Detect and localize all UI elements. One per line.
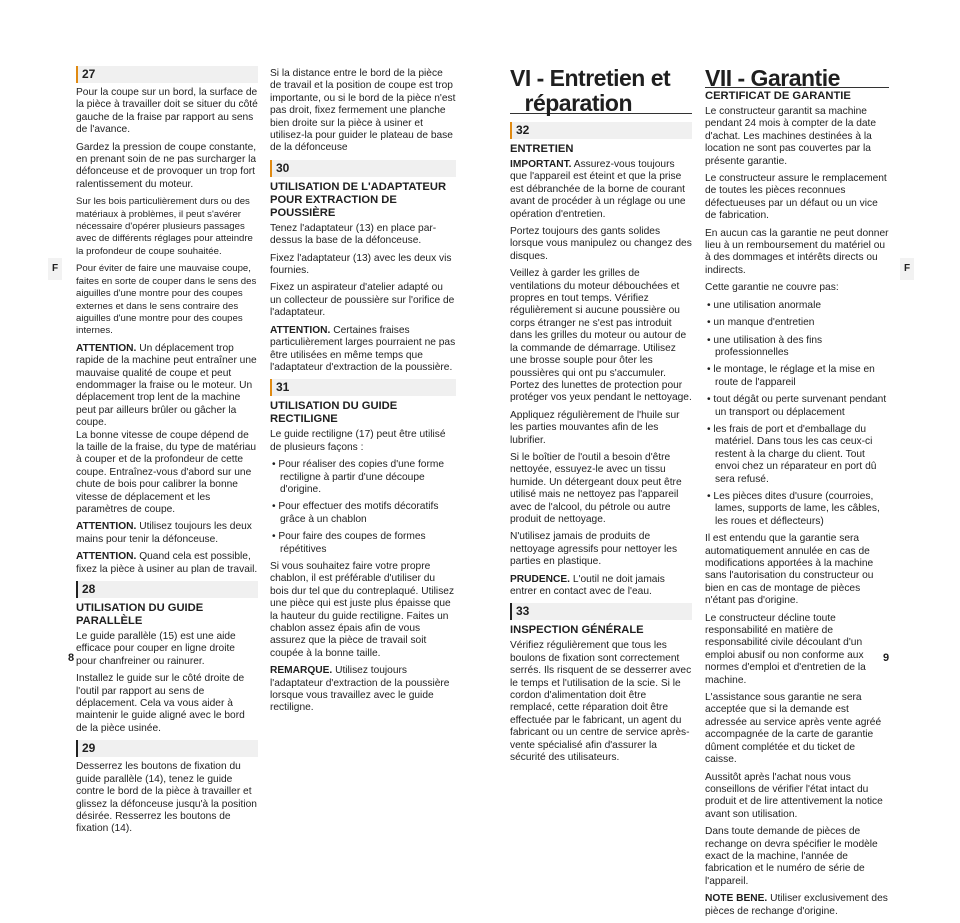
note-label: REMARQUE. — [270, 665, 333, 677]
chapter-title-line-2: réparation — [524, 90, 632, 116]
note-text: Utiliser exclusivement des pièces de rechange d'origine. — [705, 893, 888, 917]
note-text: Utilisez toujours l'adaptateur d'extraction de la poussière lorsque vous travaillez avec le guide rectiligne. — [270, 665, 450, 714]
important-paragraph — [510, 159, 692, 221]
paragraph: Fixez un aspirateur d'atelier adapté ou un collecteur de poussière sur l'orifice de l'adaptateur. — [270, 282, 455, 319]
section-number-28: 28 — [76, 581, 258, 598]
paragraph: Sur les bois particulièrement durs ou des matériaux à problèmes, il peut s'avérer nécessaire d'opérer plusieurs passages avec de différents réglages pour atteindre la profondeur de coupe souhaitée. — [76, 196, 253, 257]
section-number-30: 30 — [270, 160, 456, 177]
warning-text: Quand cela est possible, fixez la pièce à usiner au plan de travail. — [76, 551, 258, 575]
column-2 — [270, 68, 456, 720]
paragraph: L'assistance sous garantie ne sera acceptée que si la demande est adressée au service après vente agréé accompagnée de la carte de garantie dûment complétée et du ticket de caisse. — [705, 692, 882, 766]
language-marker-left: F — [48, 258, 62, 280]
chapter-title-line-1: VI - Entretien et — [510, 65, 671, 91]
section-heading: ENTRETIEN — [510, 143, 574, 155]
bullet-item: • une utilisation à des fins professionnelles — [705, 335, 889, 360]
bullet-item: • un manque d'entretien — [705, 317, 889, 329]
paragraph: Installez le guide sur le côté droite de l'outil par rapport au sens de déplacement. Cela va vous aider à maintenir le guide aligné avec le bord de la pièce usinée. — [76, 673, 245, 734]
paragraph: Le constructeur assure le remplacement de toutes les pièces reconnues défectueuses par un défaut ou un vice de fabrication. — [705, 173, 887, 222]
paragraph: Le constructeur garantit sa machine pendant 24 mois à compter de la date d'achat. Les machines destinées à la location ne sont pas couvertes par la présente garantie. — [705, 106, 877, 167]
warning-label: ATTENTION. — [270, 324, 331, 336]
important-label: IMPORTANT. — [510, 159, 572, 170]
section-number-27: 27 — [76, 66, 258, 83]
warning-paragraph — [76, 343, 258, 430]
paragraph: En aucun cas la garantie ne peut donner lieu à un remboursement du matériel ou à des dommages et intérêts directs ou indirects. — [705, 227, 889, 276]
paragraph: Si vous souhaitez faire votre propre chablon, il est préférable d'utiliser du bois dur tel que du contreplaqué. Utilisez une pièce qui est juste plus épaisse que la hauteur du guide rectiligne. Faites un chablon assez épais afin de vous assurez que la pièce de travail soit coupée à la bonne taille. — [270, 560, 455, 659]
warning-paragraph — [270, 325, 456, 375]
paragraph: Gardez la pression de coupe constante, en prenant soin de ne pas surcharger la défonceuse et de provoquer un trop fort ralentissement du moteur. — [76, 141, 257, 190]
paragraph: Si la distance entre le bord de la pièce de travail et la position de coupe est trop importante, ou si le bord de la pièce n'est pas droit, fixez fermement une planche bien droite sur la pièce à usiner et utilisez-la pour guider le plateau de base de la défonceuse — [270, 68, 456, 154]
paragraph: La bonne vitesse de coupe dépend de la taille de la fraise, du type de matériau à couper et de la profondeur de cette coupe. Entraînez-vous d'abord sur une chute de bois pour calibrer la bonne vitesse de déplacement et les paramètres de coupe. — [76, 429, 257, 515]
paragraph: Le guide parallèle (15) est une aide efficace pour couper en ligne droite pour chanfreiner ou rainurer. — [76, 631, 236, 667]
warning-label: ATTENTION. — [76, 551, 137, 563]
language-marker-right: F — [900, 258, 914, 280]
paragraph: Veillez à garder les grilles de ventilations du moteur débouchées et propres en tout temps. Vérifiez régulièrement si aucune poussière ou corps étranger ne s'est pas introduit dans les grilles du moteur ou autour de la commande de démarrage. Utilisez une brosse souple pour ôter les poussières qui ont pu s'accumuler. Portez des lunettes de protection pour protéger vos yeux pendant le nettoyage. — [510, 268, 692, 404]
bullet-item: • tout dégât ou perte survenant pendant un transport ou déplacement — [705, 394, 889, 419]
warning-paragraph — [76, 521, 258, 546]
paragraph: Vérifiez régulièrement que tous les boulons de fixation sont correctement serrés. Ils risquent de se desserrer avec le temps et l'utilisation de la scie. Si le cordon d'alimentation doit être remplacé, cette réparation doit être effectuée par le fabricant, un agent du fabricant ou un centre de service après-vente spécialisé afin d'assurer la sécurité des utilisateurs. — [510, 640, 692, 764]
paragraph: Aussitôt après l'achat nous vous conseillons de vérifier l'état intact du produit et de lire attentivement la notice avant son utilisation. — [705, 771, 883, 820]
caution-text: L'outil ne doit jamais entrer en contact avec de l'eau. — [510, 573, 665, 597]
note-paragraph — [705, 893, 889, 918]
warning-paragraph — [76, 551, 258, 576]
paragraph: Appliquez régulièrement de l'huile sur les parties mouvantes afin de les lubrifier. — [510, 409, 680, 446]
caution-label: PRUDENCE. — [510, 573, 571, 585]
warning-text: Utilisez toujours les deux mains pour tenir la défonceuse. — [76, 521, 252, 545]
warning-label: ATTENTION. — [76, 342, 137, 354]
page-number-right: 9 — [883, 652, 890, 664]
paragraph: Le constructeur décline toute responsabilité en matière de responsabilité civile découlant d'un emploi abusif ou non conforme aux normes d'emploi et d'entretien de la machine. — [705, 612, 866, 686]
section-number-33: 33 — [510, 603, 692, 620]
chapter-title: VII - Garantie — [705, 65, 840, 91]
paragraph: Il est entendu que la garantie sera automatiquement annulée en cas de modifications apportées à la machine sans l'autorisation du constructeur ou bien en cas de montage de pièces n'étant pas d'origine. — [705, 533, 874, 607]
bullet-item: • le montage, le réglage et la mise en route de l'appareil — [705, 364, 889, 389]
note-paragraph — [270, 665, 456, 715]
section-heading: UTILISATION DU GUIDE RECTILIGNE — [270, 400, 398, 426]
column-3 — [510, 66, 692, 769]
column-1 — [76, 66, 258, 841]
section-heading: INSPECTION GÉNÉRALE — [510, 624, 644, 637]
paragraph: Pour éviter de faire une mauvaise coupe, faites en sorte de couper dans le sens des aiguilles d'une montre pour des coupes externes et dans le sens contraire des aiguilles d'une montre pour des coupes internes. — [76, 263, 257, 337]
section-number-32: 32 — [510, 122, 692, 139]
paragraph: Le guide rectiligne (17) peut être utilisé de plusieurs façons : — [270, 429, 446, 453]
paragraph: Si le boîtier de l'outil a besoin d'être nettoyée, essuyez-le avec un tissu humide. Un détergeant doux peut être utilisé mais ne nettoyez pas l'appareil avec de l'alcool, du pétrole ou autre produit de nettoyage. — [510, 451, 682, 525]
section-heading: UTILISATION DU GUIDE PARALLÈLE — [76, 602, 204, 628]
bullet-item: • Pour effectuer des motifs décoratifs grâce à un chablon — [270, 501, 456, 526]
warning-text: Un déplacement trop rapide de la machine peut entraîner une mauvaise qualité de coupe et peut endommager la fraise ou le moteur. Un déplacement trop lent de la machine peut par ailleurs brûler ou gâcher la coupe. — [76, 342, 257, 429]
paragraph: Cette garantie ne couvre pas: — [705, 282, 839, 294]
paragraph: Dans toute demande de pièces de rechange on devra spécifier le modèle exact de la machine, l'année de fabrication et le numéro de série de l'appareil. — [705, 826, 878, 887]
column-4 — [705, 66, 889, 923]
warning-label: ATTENTION. — [76, 521, 137, 533]
bullet-item: • Pour faire des coupes de formes répétitives — [270, 531, 456, 556]
bullet-item: • Les pièces dites d'usure (courroies, lames, supports de lame, les câbles, les roues et déflecteurs) — [705, 491, 889, 528]
note-label: NOTE BENE. — [705, 893, 768, 905]
section-heading: CERTIFICAT DE GARANTIE — [705, 90, 851, 102]
bullet-item: • Pour réaliser des copies d'une forme rectiligne à partir d'une découpe d'origine. — [270, 459, 456, 496]
section-number-29: 29 — [76, 740, 258, 757]
paragraph: Desserrez les boutons de fixation du guide parallèle (14), tenez le guide contre le bord de la pièce à travailler et glissez la défonceuse jusqu'à la position désirée. Resserrez les boutons de fixation (14). — [76, 761, 257, 835]
page-number-left: 8 — [68, 652, 75, 664]
paragraph: Tenez l'adaptateur (13) en place par-dessus la base de la défonceuse. — [270, 222, 437, 247]
important-text: Assurez-vous toujours que l'appareil est éteint et que la prise est débranchée de la borne de courant avant de procéder à un réglage ou une opération d'entretien. — [510, 159, 686, 220]
paragraph: Portez toujours des gants solides lorsque vous manipulez ou changez des disques. — [510, 226, 692, 262]
bullet-item: • une utilisation anormale — [705, 300, 889, 312]
bullet-item: • les frais de port et d'emballage du matériel. Dans tous les cas ceux-ci restent à la charge du client. Tout envoi chez un réparateur en port dû sera refusé. — [705, 424, 889, 486]
warning-text: Certaines fraises particulièrement larges pourraient ne pas être utilisées en même temps que l'adaptateur d'extraction de la poussière. — [270, 324, 456, 373]
paragraph: N'utilisez jamais de produits de nettoyage agressifs pour nettoyer les parties en plastique. — [510, 531, 678, 568]
paragraph: Pour la coupe sur un bord, la surface de la pièce à travailler doit se situer du côté gauche de la fraise par rapport au sens de l'avance. — [76, 87, 258, 136]
section-number-31: 31 — [270, 379, 456, 396]
section-heading: UTILISATION DE L'ADAPTATEUR POUR EXTRACTION DE POUSSIÈRE — [270, 180, 447, 219]
paragraph: Fixez l'adaptateur (13) avec les deux vis fournies. — [270, 252, 452, 277]
caution-paragraph — [510, 574, 692, 599]
